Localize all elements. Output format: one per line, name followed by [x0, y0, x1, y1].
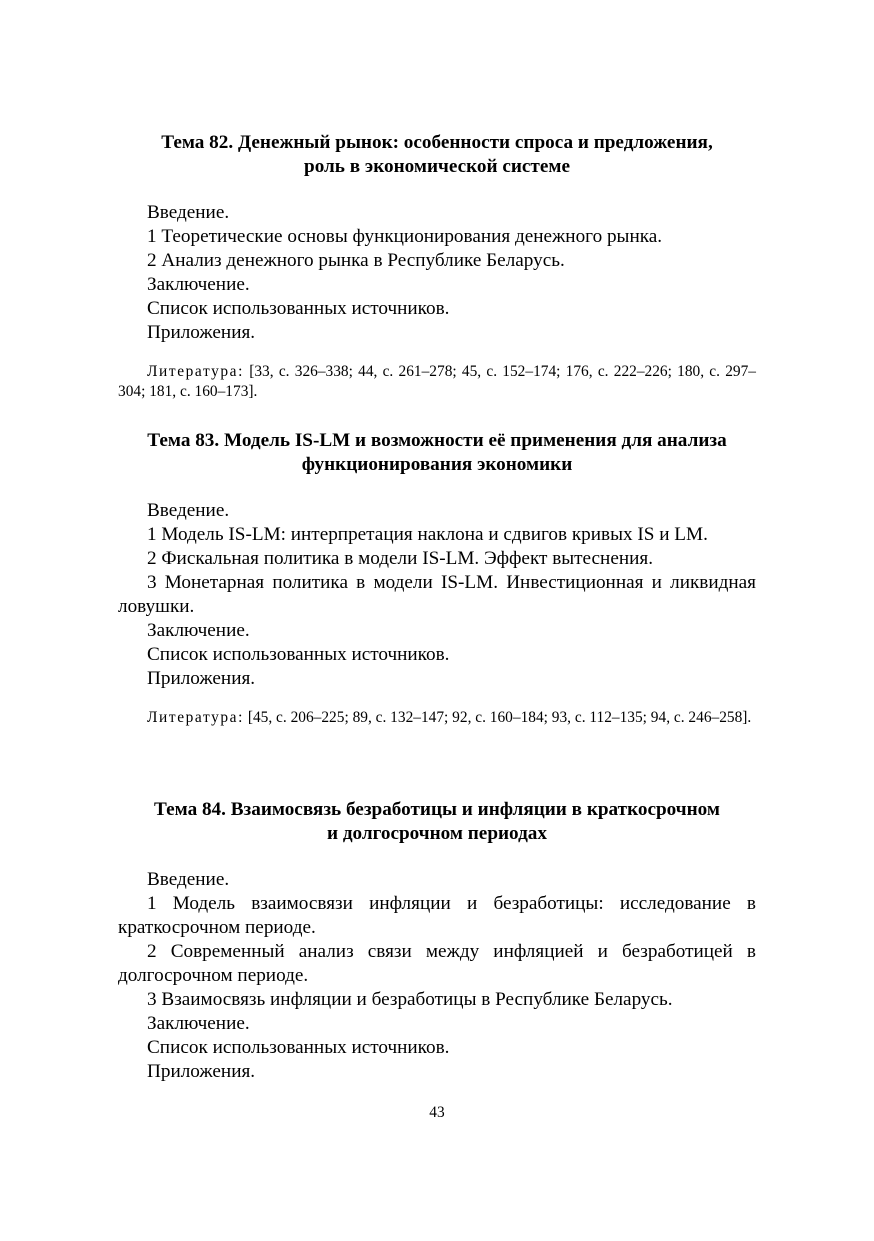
topic-83: [118, 429, 756, 728]
outline-item: 2 Современный анализ связи между инфляцией и безработицей в долгосрочном периоде.: [118, 941, 756, 986]
topic-title: [118, 429, 756, 477]
topic-title-line-1: Тема 82. Денежный рынок: особенности спроса и предложения,: [161, 132, 713, 153]
topic-84: [118, 798, 756, 1084]
topic-outline: [118, 868, 756, 1084]
literature-list: [45, с. 206–225; 89, с. 132–147; 92, с. 160–184; 93, с. 112–135; 94, с. 246–258].: [247, 709, 752, 726]
outline-item: Введение.: [147, 500, 230, 521]
outline-item: 3 Взаимосвязь инфляции и безработицы в Республике Беларусь.: [147, 989, 673, 1010]
outline-item: Приложения.: [147, 1061, 256, 1082]
outline-item: Заключение.: [147, 274, 250, 295]
outline-item: Приложения.: [147, 668, 256, 689]
topic-outline: [118, 499, 756, 691]
topic-title: [118, 131, 756, 179]
outline-item: 3 Монетарная политика в модели IS-LM. Инвестиционная и ликвидная ловушки.: [118, 572, 756, 617]
outline-item: 1 Теоретические основы функционирования денежного рынка.: [147, 226, 663, 247]
literature-references: [118, 708, 756, 728]
topic-title-line-2: роль в экономической системе: [304, 156, 570, 177]
topic-title: [118, 798, 756, 846]
literature-references: [118, 362, 756, 401]
outline-item: Список использованных источников.: [147, 298, 450, 319]
outline-item: Список использованных источников.: [147, 644, 450, 665]
outline-item: 2 Анализ денежного рынка в Республике Беларусь.: [147, 250, 565, 271]
topic-title-line-2: и долгосрочном периодах: [327, 823, 547, 844]
literature-label: Литература:: [147, 363, 244, 380]
outline-item: Список использованных источников.: [147, 1037, 450, 1058]
topic-title-line-2: функционирования экономики: [301, 454, 573, 475]
literature-label: Литература:: [147, 709, 244, 726]
literature-list: [33, с. 326–338; 44, с. 261–278; 45, с. 152–174; 176, с. 222–226; 180, с. 297–304; 181, с. 160–173].: [118, 363, 756, 400]
outline-item: 2 Фискальная политика в модели IS-LM. Эффект вытеснения.: [147, 548, 653, 569]
outline-item: Заключение.: [147, 1013, 250, 1034]
outline-item: Приложения.: [147, 322, 256, 343]
topic-title-line-1: Тема 83. Модель IS-LM и возможности её применения для анализа: [147, 430, 727, 451]
outline-item: 1 Модель IS-LM: интерпретация наклона и сдвигов кривых IS и LM.: [147, 524, 708, 545]
outline-item: Введение.: [147, 869, 230, 890]
page-number: 43: [429, 1104, 445, 1121]
outline-item: Заключение.: [147, 620, 250, 641]
outline-item: Введение.: [147, 202, 230, 223]
outline-item: 1 Модель взаимосвязи инфляции и безработицы: исследование в краткосрочном периоде.: [118, 893, 756, 938]
topic-82: [118, 131, 756, 401]
topic-outline: [118, 201, 756, 345]
topic-title-line-1: Тема 84. Взаимосвязь безработицы и инфляции в краткосрочном: [154, 799, 720, 820]
